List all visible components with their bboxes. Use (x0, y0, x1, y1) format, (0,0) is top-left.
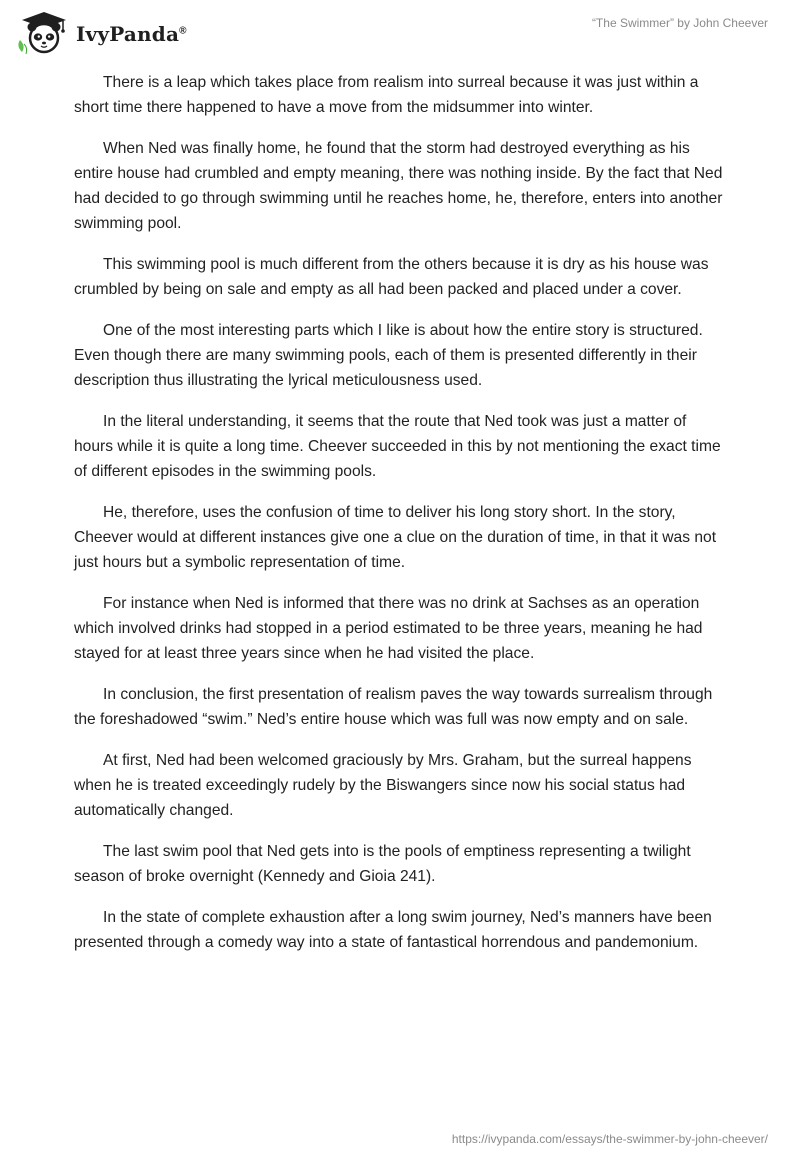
paragraph: He, therefore, uses the confusion of time to deliver his long story short. In the story, Cheever would at different instances give one a clue on the duration of time, in that it was not just hours but a symbolic representation of time. (74, 504, 717, 571)
source-url-link[interactable]: https://ivypanda.com/essays/the-swimmer-by-john-cheever/ (451, 1132, 768, 1146)
paragraph: In the state of complete exhaustion after a long swim journey, Ned’s manners have been presented through a comedy way into a state of fantastical horrendous and pandemonium. (74, 909, 712, 951)
paragraph: In conclusion, the first presentation of realism paves the way towards surrealism through the foreshadowed “swim.” Ned’s entire house which was full was now empty and on sale. (74, 686, 713, 728)
paragraph: There is a leap which takes place from realism into surreal because it was just within a short time there happened to have a move from the midsummer into winter. (74, 74, 699, 116)
essay-body (74, 70, 728, 971)
paragraph: This swimming pool is much different from the others because it is dry as his house was crumbled by being on sale and empty as all had been packed and placed under a cover. (74, 256, 709, 298)
paragraph: For instance when Ned is informed that there was no drink at Sachses as an operation which involved drinks had stopped in a period estimated to be three years, meaning he had stayed for at least three years since when he had visited the place. (74, 595, 703, 662)
ivypanda-logo[interactable] (14, 10, 187, 56)
brand-name: IvyPanda® (76, 22, 187, 46)
panda-graduate-icon (14, 10, 72, 56)
paragraph: At first, Ned had been welcomed graciously by Mrs. Graham, but the surreal happens when he is treated exceedingly rudely by the Biswangers since now his social status had automatically changed. (74, 752, 692, 819)
paragraph: One of the most interesting parts which I like is about how the entire story is structured. Even though there are many swimming pools, each of them is presented differently in their description thus illustrating the lyrical meticulousness used. (74, 322, 703, 389)
registered-mark: ® (179, 25, 187, 37)
page-header (0, 0, 800, 60)
paragraph: In the literal understanding, it seems that the route that Ned took was just a matter of hours while it is quite a long time. Cheever succeeded in this by not mentioning the exact time of different episodes in the swimming pools. (74, 413, 721, 480)
paragraph: The last swim pool that Ned gets into is the pools of emptiness representing a twilight season of broke overnight (Kennedy and Gioia 241). (74, 843, 691, 885)
paragraph: When Ned was finally home, he found that the storm had destroyed everything as his entire house had crumbled and empty meaning, there was nothing inside. By the fact that Ned had decided to go through swimming until he reaches home, he, therefore, enters into another swimming pool. (74, 140, 723, 232)
document-title: “The Swimmer” by John Cheever (591, 16, 768, 30)
